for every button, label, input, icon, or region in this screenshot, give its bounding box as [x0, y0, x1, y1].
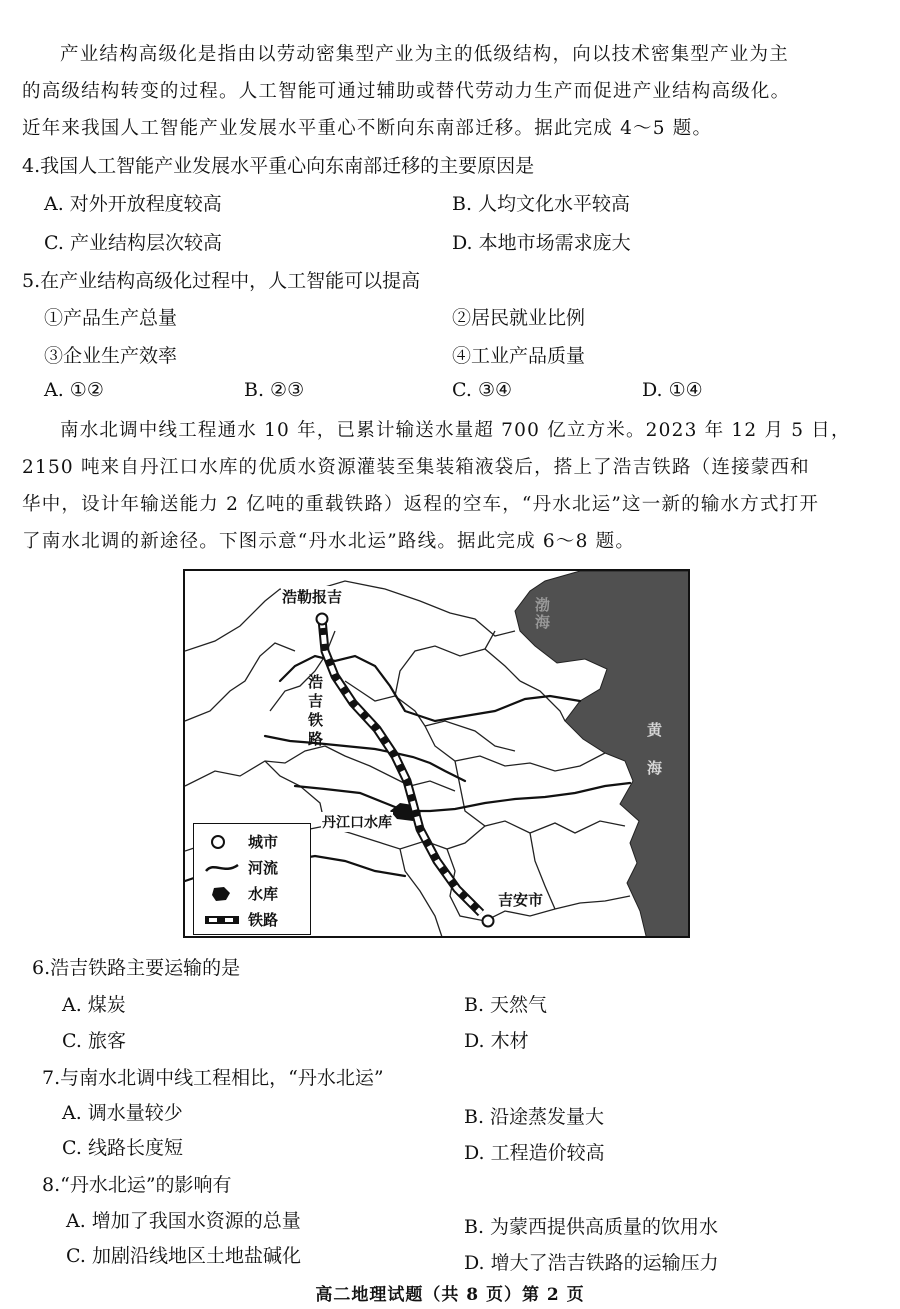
- passage-1-line-3: 近年来我国人工智能产业发展水平重心不断向东南部迁移。据此完成 4～5 题。: [22, 118, 713, 139]
- sea-label-huanghai: 黄海: [647, 721, 663, 777]
- question-7-option-d[interactable]: D. 工程造价较高: [464, 1142, 605, 1164]
- passage-2-line-2: 2150 吨来自丹江口水库的优质水资源灌装至集装箱液袋后，搭上了浩吉铁路（连接蒙西和: [22, 457, 810, 478]
- passage-2: [22, 412, 882, 560]
- question-5-item-1: ①产品生产总量: [44, 307, 178, 329]
- question-6-stem: 6.浩吉铁路主要运输的是: [32, 957, 241, 979]
- question-5-option-c[interactable]: C. ③④: [452, 379, 513, 401]
- city-label-north: 浩勒报吉: [282, 588, 343, 606]
- city-label-south: 吉安市: [498, 891, 544, 909]
- railway-label: 浩吉铁路: [308, 673, 324, 748]
- legend-reservoir-label: 水库: [248, 885, 279, 903]
- question-5-item-4: ④工业产品质量: [452, 345, 586, 367]
- question-5-stem: 5.在产业结构高级化过程中，人工智能可以提高: [22, 270, 421, 292]
- legend-city-label: 城市: [248, 833, 279, 851]
- sea-label-bohai: 渤海: [535, 596, 551, 631]
- question-5-item-2: ②居民就业比例: [452, 307, 586, 329]
- question-4-option-d[interactable]: D. 本地市场需求庞大: [452, 232, 631, 254]
- reservoir-label: 丹江口水库: [321, 812, 393, 832]
- map-legend: [193, 823, 311, 935]
- question-7-option-b[interactable]: B. 沿途蒸发量大: [464, 1106, 605, 1128]
- question-5-item-3: ③企业生产效率: [44, 345, 178, 367]
- question-6-option-c[interactable]: C. 旅客: [62, 1030, 126, 1052]
- legend-reservoir: [204, 882, 304, 906]
- question-4-option-a[interactable]: A. 对外开放程度较高: [44, 193, 222, 215]
- question-4-option-b[interactable]: B. 人均文化水平较高: [452, 193, 631, 215]
- passage-2-line-1: 南水北调中线工程通水 10 年，已累计输送水量超 700 亿立方米。2023 年 12 月 5 日，: [60, 420, 851, 441]
- city-icon: [204, 833, 240, 851]
- passage-1: [22, 36, 882, 147]
- question-6-option-a[interactable]: A. 煤炭: [62, 994, 126, 1016]
- city-marker-north: [317, 614, 328, 625]
- river-icon: [204, 859, 240, 877]
- legend-railway: [204, 908, 304, 932]
- question-7-option-c[interactable]: C. 线路长度短: [62, 1137, 183, 1159]
- railway-icon: [204, 911, 240, 929]
- question-6-option-d[interactable]: D. 木材: [464, 1030, 529, 1052]
- legend-river-label: 河流: [248, 859, 279, 877]
- question-5-option-b[interactable]: B. ②③: [244, 379, 305, 401]
- question-8-option-d[interactable]: D. 增大了浩吉铁路的运输压力: [464, 1252, 719, 1274]
- reservoir-icon: [204, 885, 240, 903]
- question-6-option-b[interactable]: B. 天然气: [464, 994, 548, 1016]
- legend-railway-label: 铁路: [248, 911, 279, 929]
- question-8-stem: 8.“丹水北运”的影响有: [42, 1174, 232, 1196]
- question-7-stem: 7.与南水北调中线工程相比，“丹水北运”: [42, 1067, 384, 1089]
- passage-2-line-4: 了南水北调的新途径。下图示意“丹水北运”路线。据此完成 6～8 题。: [22, 531, 636, 552]
- question-4-stem: 4.我国人工智能产业发展水平重心向东南部迁移的主要原因是: [22, 155, 535, 177]
- question-5-option-d[interactable]: D. ①④: [642, 379, 703, 401]
- legend-river: [204, 856, 304, 880]
- question-8-option-b[interactable]: B. 为蒙西提供高质量的饮用水: [464, 1216, 719, 1238]
- question-8-option-c[interactable]: C. 加剧沿线地区土地盐碱化: [66, 1245, 301, 1267]
- question-5-option-a[interactable]: A. ①②: [44, 379, 104, 401]
- passage-1-line-2: 的高级结构转变的过程。人工智能可通过辅助或替代劳动力生产而促进产业结构高级化。: [22, 81, 791, 102]
- page-footer: 高二地理试题（共 8 页）第 2 页: [315, 1285, 585, 1305]
- route-map: [183, 569, 690, 938]
- railway-line: [322, 619, 481, 913]
- passage-2-line-3: 华中，设计年输送能力 2 亿吨的重载铁路）返程的空车，“丹水北运”这一新的输水方式打开: [22, 494, 820, 515]
- question-4-option-c[interactable]: C. 产业结构层次较高: [44, 232, 222, 254]
- passage-1-line-1: 产业结构高级化是指由以劳动密集型产业为主的低级结构，向以技术密集型产业为主: [60, 44, 789, 65]
- question-8-option-a[interactable]: A. 增加了我国水资源的总量: [66, 1210, 301, 1232]
- legend-city: [204, 830, 304, 854]
- city-marker-south: [483, 916, 494, 927]
- question-7-option-a[interactable]: A. 调水量较少: [62, 1102, 183, 1124]
